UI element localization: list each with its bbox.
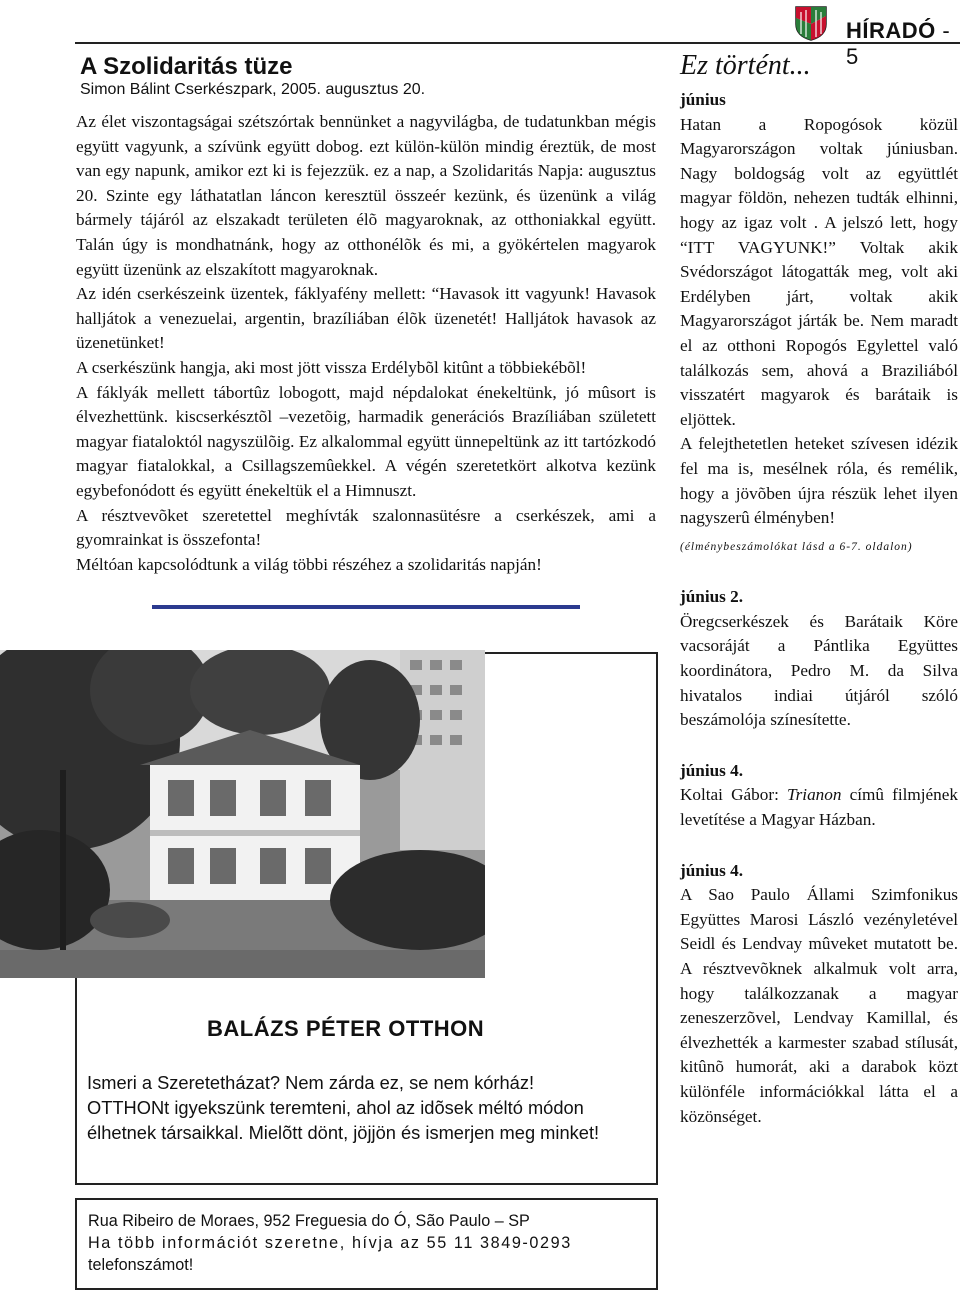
ad-line: élhetnek társaikkal. Mielõtt dönt, jöjjön és ismerjen meg minket! xyxy=(87,1122,600,1143)
address-line: Rua Ribeiro de Moraes, 952 Freguesia do Ó, São Paulo – SP xyxy=(88,1212,530,1230)
article-paragraph: A fáklyák mellett tábortûz lobogott, majd népdalokat énekeltünk, jó mûsort is élvezhettünk. kiscserkésztõl –vezetõig, harmadik generációs Brazíliában született magyar fiataloktól nagyszülõig. Ez alkalommal együtt ünnepeltünk az itt tartózkodó magyar fiatalokkal, a Csillagszemûekkel. A végén szeretetkört alkotva kezünk egybefonódott és együtt énekeltük el a Himnuszt. xyxy=(76,382,656,500)
article-body xyxy=(76,110,656,577)
page-number: 5 xyxy=(846,44,859,69)
events-heading: Ez történt... xyxy=(680,50,811,81)
ad-title: BALÁZS PÉTER OTTHON xyxy=(207,1016,485,1041)
hungarian-shield-logo xyxy=(793,4,829,42)
section-name: HÍRADÓ xyxy=(846,18,936,43)
event-text-part: címû filmjének levetítése a Magyar Házban. xyxy=(680,785,958,830)
event-text: Hatan a Ropogósok közül Magyarországon voltak júniusban. Nagy boldogság volt az együttlét magyar földön, nehezen tudták elhinni, hogy az igaz volt . A jelszó lett, hogy “ITT VAGYUNK!” Voltak akik Svédországot látogatták meg, volt aki Erdélyben járt, voltak akik Magyarországot járták be. Nem maradt el az otthoni Ropogós Egylettel való találkozás sem, ahová a Braziliából visszatért magyarok és barátaik is eljöttek. xyxy=(680,114,958,429)
event-text-part: Koltai Gábor: xyxy=(680,785,787,805)
event-date: június 4. xyxy=(680,760,744,780)
event-text: A felejthetetlen heteket szívesen idézik fel ma is, mesélnek róla, és remélik, hogy a jövõben újra részük lehet ilyen nagyszerû élményben! xyxy=(680,434,958,528)
ad-line: OTTHONt igyekszünk teremteni, ahol az idõsek méltó módon xyxy=(87,1097,584,1118)
film-title: Trianon xyxy=(787,785,842,805)
event-item xyxy=(680,88,958,559)
events-column xyxy=(680,88,958,1129)
event-item xyxy=(680,859,958,1130)
article-paragraph: A cserkészünk hangja, aki most jött vissza Erdélybõl kitûnt a többiekébõl! xyxy=(76,357,587,377)
event-date: június xyxy=(680,90,726,109)
ad-text xyxy=(87,1070,647,1145)
event-text: Öregcserkészek és Barátaik Köre vacsoráját a Pántlika Együttes koordinátora, Pedro M. da Silva hivatalos indiai útjáról szóló beszámolója színesítette. xyxy=(680,611,958,730)
event-date: június 2. xyxy=(680,587,744,607)
header-rule xyxy=(75,42,960,44)
event-item xyxy=(680,585,958,733)
article-paragraph: A résztvevõket szeretettel meghívták szalonnasütésre a cserkészek, ami a gyomrainkat is összefonta! xyxy=(76,505,656,550)
running-head xyxy=(846,18,960,70)
article-paragraph: Méltóan kapcsolódtunk a világ többi részéhez a szolidaritás napján! xyxy=(76,554,542,574)
event-date: június 4. xyxy=(680,860,744,880)
article-paragraph: Az élet viszontagságai szétszórtak bennünket a nagyvilágba, de tudatunkban mégis együtt vagyunk, a szívünk együtt dobog. ezt külön-külön mindig éreztük, de most van egy napunk, amikor ezt ki is fejezzük. ez a nap, a Szolidaritás Napja: augusztus 20. Szinte egy láthatatlan láncon keresztül összeér kezünk, és üzenünk a világ bármely tájáról az elszakadt területen élõ magyaroknak, az otthoniakkal együtt. Talán úgy is mondhatnánk, hogy az otthonélõk és mi, a gyökértelen magyarok együtt üzenünk az elszakított magyaroknak. xyxy=(76,112,656,279)
contact-line-end: telefonszámot! xyxy=(88,1256,194,1274)
contact-line: Ha több információt szeretne, hívja az 55 11 3849-0293 xyxy=(88,1234,572,1252)
header-separator: - xyxy=(942,18,951,43)
article-title: A Szolidaritás tüze xyxy=(80,53,293,80)
ad-line: Ismeri a Szeretetházat? Nem zárda ez, se nem kórház! xyxy=(87,1072,535,1093)
event-text: A Sao Paulo Állami Szimfonikus Együttes Marosi László vezényletével Seidl és Lendvay mûveket mutatott be. A résztvevõknek alkalmuk volt arra, hogy találkozzanak a magyar zeneszerzõvel, Lendvay Kamillal, és élvezhették a karmester szabad stílusát, kitûnõ humorát, aki a darabok közt különféle információkkal látta el a közönséget. xyxy=(680,885,958,1126)
event-note: (élménybeszámolókat lásd a 6-7. oldalon) xyxy=(680,540,913,553)
house-photo xyxy=(0,650,485,978)
event-item xyxy=(680,759,958,833)
address-box xyxy=(75,1198,658,1290)
event-text xyxy=(680,783,958,832)
article-subtitle: Simon Bálint Cserkészpark, 2005. augusztus 20. xyxy=(80,81,426,98)
article-paragraph: Az idén cserkészeink üzentek, fáklyafény mellett: “Havasok itt vagyunk! Havasok halljátok a venezuelai, argentin, brazíliában élõk üzenetét! Halljátok havasok az üzenetünket! xyxy=(76,284,656,353)
blue-divider xyxy=(152,605,580,609)
